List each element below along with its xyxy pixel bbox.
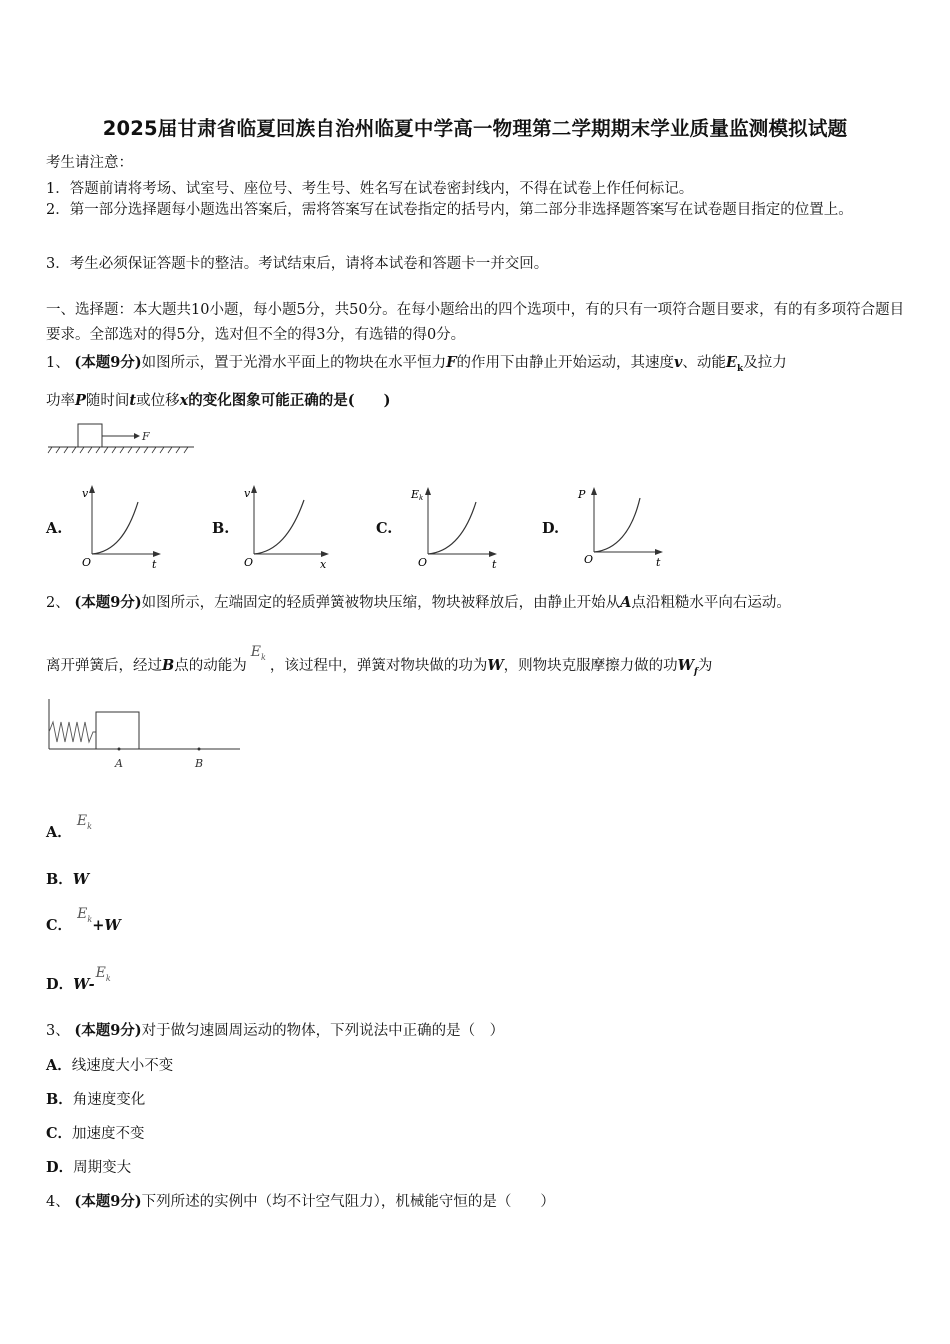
curve	[254, 500, 304, 554]
ek-letter: E	[250, 644, 261, 660]
spring	[49, 722, 96, 742]
option-text: 周期变大	[73, 1160, 132, 1176]
q1-option-d-graph	[574, 482, 669, 572]
x-arrowhead	[153, 551, 161, 557]
y-label: P	[578, 488, 586, 501]
notice-item-2: 2．第一部分选择题每小题选出答案后，需将答案写在试卷指定的括号内，第二部分非选择题答案写在试卷题目指定的位置上。	[46, 202, 853, 218]
q1-var-P: P	[75, 392, 86, 409]
origin-label: O	[82, 556, 92, 569]
notice-item-3: 3．考生必须保证答题卡的整洁。考试结束后，请将本试卷和答题卡一并交回。	[46, 256, 549, 272]
x-arrowhead	[489, 551, 497, 557]
q3-option-d[interactable]	[46, 1156, 131, 1177]
q2-option-a[interactable]	[46, 813, 92, 843]
ground-hatching	[48, 447, 188, 453]
option-text: 角速度变化	[72, 1092, 146, 1108]
q3-option-b[interactable]	[46, 1088, 145, 1109]
q1-option-d-label[interactable]: D.	[542, 520, 560, 537]
section-instructions: 一、选择题：本大题共10小题，每小题5分，共50分。在每小题给出的四个选项中，有的只有一项符合题目要求，有的有多项符合题目要求。全部选对的得5分，选对但不全的得3分，有选错的得0分。	[46, 302, 905, 343]
q1-option-b-graph	[240, 482, 335, 572]
q1-var-F: F	[446, 354, 457, 371]
q1-var-t: t	[129, 392, 137, 409]
y-arrowhead	[425, 487, 431, 495]
option-label: B．	[46, 871, 73, 888]
x-arrowhead	[655, 549, 663, 555]
origin-label: O	[584, 553, 594, 566]
option-text: 加速度不变	[72, 1126, 145, 1142]
ek-sub: k	[87, 821, 92, 831]
q4-score: (本题9分)	[74, 1193, 142, 1210]
q4-text: 下列所述的实例中（均不计空气阻力），机械能守恒的是（ ）	[141, 1194, 555, 1210]
q1-block-figure	[46, 420, 198, 460]
q1-text: 如图所示，置于光滑水平面上的物块在水平恒力	[141, 355, 447, 371]
x-label: t	[492, 558, 497, 571]
q4-number: 4、	[46, 1194, 70, 1210]
origin-label: O	[418, 556, 428, 569]
option-label: C．	[46, 1125, 73, 1142]
y-label-main: E	[411, 488, 420, 501]
option-label: A．	[46, 1057, 72, 1074]
q2-option-b[interactable]	[46, 868, 89, 889]
q2-text: 点沿粗糙水平向右运动。	[631, 595, 791, 611]
y-arrowhead	[89, 485, 95, 493]
q2-var-B: B	[162, 657, 175, 674]
q1-option-c-label[interactable]: C.	[376, 520, 393, 537]
q1-var-v: v	[673, 354, 683, 371]
notice-heading: 考生请注意：	[46, 155, 133, 171]
point-a-dot	[118, 748, 121, 751]
page-title: 2025届甘肃省临夏回族自治州临夏中学高一物理第二学期期末学业质量监测模拟试题	[102, 117, 848, 140]
q1-text: 及拉力	[743, 355, 787, 371]
y-label-sub: k	[419, 494, 424, 502]
q2-text: 离开弹簧后，经过	[46, 658, 162, 674]
point-b-dot	[198, 748, 201, 751]
question-3	[46, 1019, 504, 1040]
option-text: +W	[92, 917, 121, 934]
q2-option-c-ek	[77, 906, 92, 922]
q3-option-a[interactable]	[46, 1054, 173, 1075]
q2-spring-figure	[46, 694, 246, 774]
q2-text: ，则物块克服摩擦力做的功	[503, 658, 678, 674]
option-label: D．	[46, 1159, 74, 1176]
q3-number: 3、	[46, 1023, 70, 1039]
q1-option-a-label[interactable]: A.	[46, 520, 63, 537]
q1-score: (本题9分)	[74, 354, 142, 371]
q2-text: 点的动能为	[174, 658, 247, 674]
curve	[428, 502, 476, 554]
curve	[594, 498, 640, 552]
option-label: D．	[46, 976, 74, 993]
q2-var-A: A	[620, 594, 632, 611]
option-label: A．	[46, 824, 72, 841]
q1-text: 随时间	[85, 393, 130, 409]
q1-option-a-graph	[78, 482, 168, 572]
q2-option-a-ek	[77, 813, 92, 829]
q1-text: 、动能	[682, 355, 726, 371]
q2-var-Wf: W	[677, 657, 694, 674]
y-label: v	[244, 487, 251, 500]
q2-option-d-ek	[96, 965, 111, 981]
block	[78, 424, 102, 447]
q1-number: 1、	[46, 355, 70, 371]
question-4	[46, 1190, 555, 1211]
question-1-line-1	[46, 351, 787, 374]
q2-option-c[interactable]	[46, 906, 121, 936]
q1-text: 功率	[46, 393, 75, 409]
q1-text: 的变化图象可能正确的是(	[188, 392, 355, 409]
q3-score: (本题9分)	[74, 1022, 142, 1039]
ek-sub: k	[87, 914, 93, 924]
point-b-label: B	[195, 757, 204, 770]
q1-var-x: x	[179, 392, 189, 409]
q1-text: 或位移	[136, 393, 180, 409]
q1-var-Ek-sub: k	[736, 363, 744, 374]
option-text: 线速度大小不变	[71, 1058, 174, 1074]
question-1-line-2	[46, 389, 391, 410]
q2-var-W: W	[487, 657, 504, 674]
q1-option-b-label[interactable]: B.	[212, 520, 230, 537]
question-2-line-2	[46, 644, 713, 677]
q1-var-Ek: E	[725, 354, 737, 371]
option-label: C．	[46, 917, 73, 934]
q2-score: (本题9分)	[74, 594, 142, 611]
x-label: t	[152, 558, 157, 571]
notice-item-1: 1．答题前请将考场、试室号、座位号、考生号、姓名写在试卷密封线内，不得在试卷上作任何标记。	[46, 181, 694, 197]
question-2-line-1	[46, 591, 791, 612]
point-a-label: A	[115, 757, 123, 770]
option-label: B．	[46, 1091, 73, 1108]
q3-option-c[interactable]	[46, 1122, 145, 1143]
q1-text: )	[383, 392, 391, 409]
q2-number: 2、	[46, 595, 70, 611]
force-label: F	[142, 430, 150, 443]
x-label: t	[656, 556, 661, 569]
x-arrowhead	[321, 551, 329, 557]
curve	[92, 502, 138, 554]
q2-text: ，该过程中，弹簧对物块做的功为	[269, 658, 488, 674]
q2-text: 为	[697, 658, 713, 674]
y-arrowhead	[251, 485, 257, 493]
q2-ek-symbol	[251, 644, 266, 660]
q2-option-d[interactable]	[46, 965, 111, 995]
ek-sub: k	[261, 652, 266, 662]
y-label	[410, 488, 423, 502]
q2-text: 如图所示，左端固定的轻质弹簧被物块压缩，物块被释放后，由静止开始从	[141, 595, 621, 611]
option-text: W-	[73, 976, 95, 993]
option-text: W	[72, 871, 90, 888]
ek-letter: E	[76, 813, 88, 829]
y-label: v	[82, 487, 89, 500]
ek-letter: E	[77, 906, 88, 922]
q3-text: 对于做匀速圆周运动的物体，下列说法中正确的是（ ）	[141, 1023, 505, 1039]
force-arrowhead	[134, 433, 140, 439]
q2-var-Wf-sub: f	[693, 666, 698, 677]
q1-text: 的作用下由静止开始运动，其速度	[456, 355, 674, 371]
x-label: x	[320, 558, 327, 571]
origin-label: O	[244, 556, 254, 569]
ek-sub: k	[105, 973, 111, 983]
ek-letter: E	[95, 965, 106, 981]
block	[96, 712, 139, 749]
y-arrowhead	[591, 487, 597, 495]
q1-option-c-graph	[408, 482, 503, 572]
